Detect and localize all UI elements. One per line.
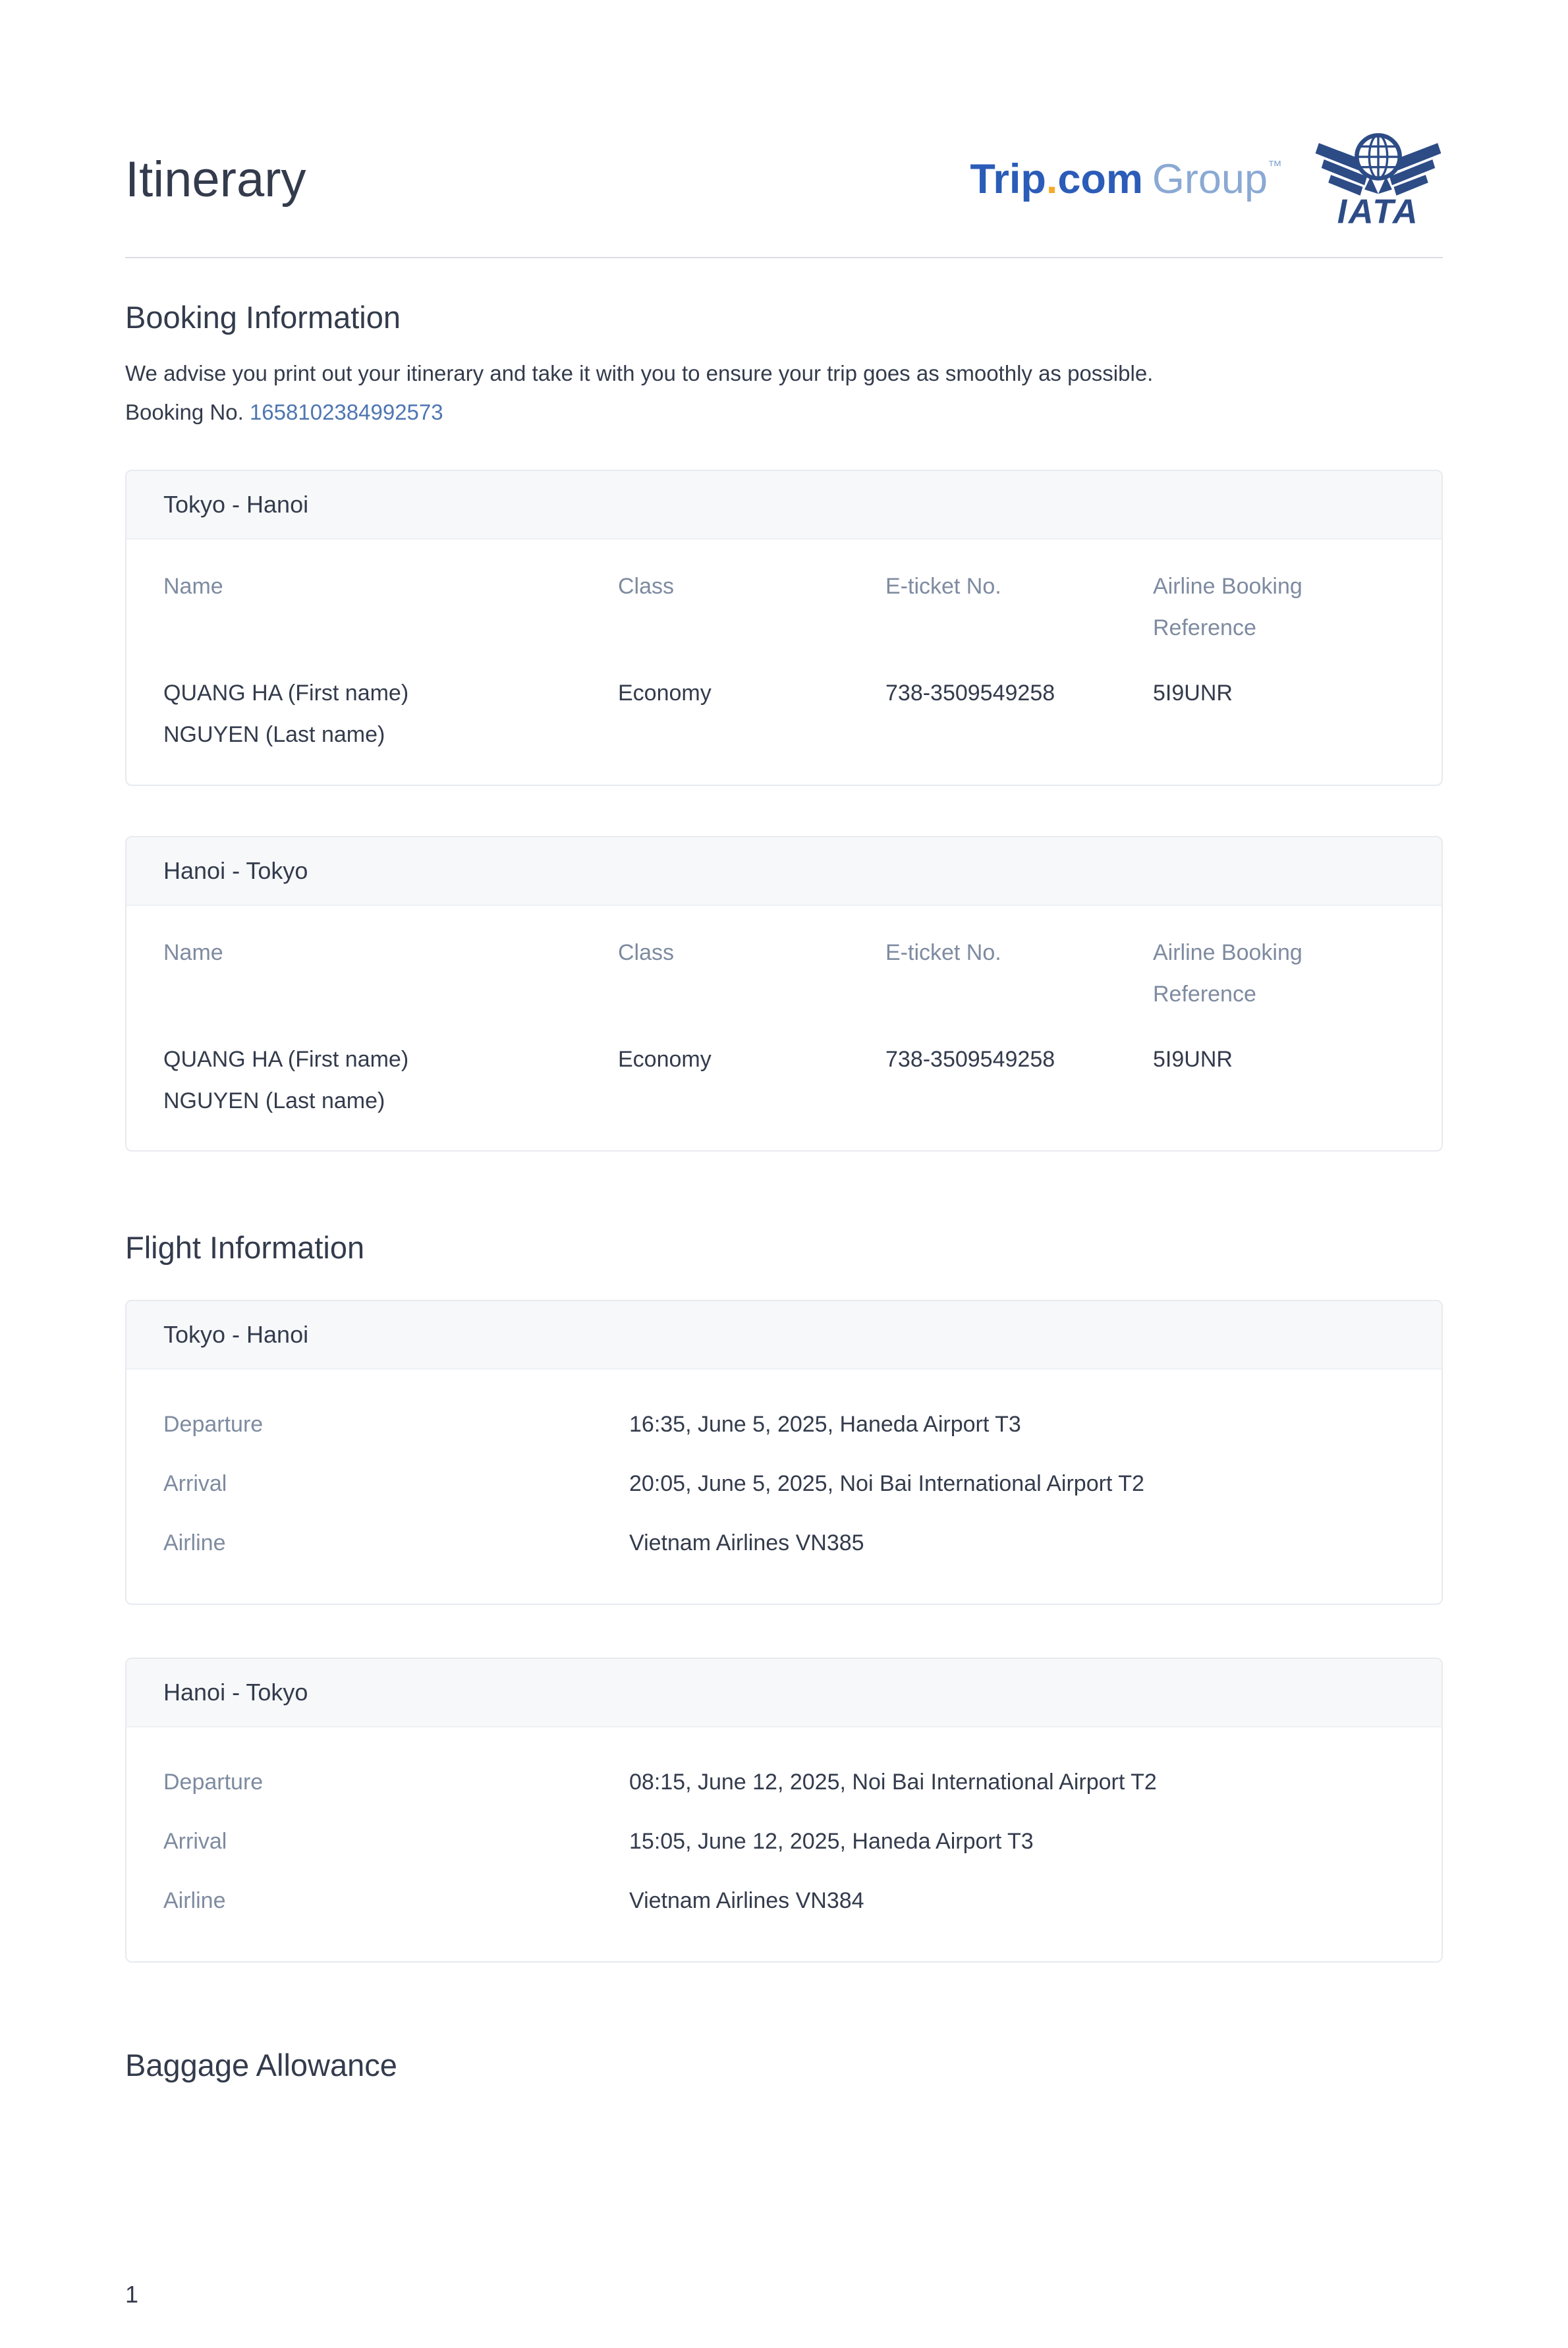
airline-row bbox=[163, 1880, 1405, 1922]
trip-com-group-logo bbox=[970, 155, 1282, 203]
airline-label: Airline bbox=[163, 1530, 226, 1556]
passenger-table-header bbox=[163, 932, 1405, 1015]
iata-logo-text: IATA bbox=[1337, 192, 1420, 231]
booking-card-tokyo-hanoi bbox=[125, 470, 1443, 786]
document-header bbox=[125, 129, 1443, 229]
airline-value: Vietnam Airlines VN385 bbox=[629, 1530, 864, 1556]
trip-logo-group-word: Group bbox=[1152, 156, 1268, 202]
arrival-label: Arrival bbox=[163, 1828, 227, 1854]
passenger-first-name: QUANG HA (First name) bbox=[163, 681, 409, 706]
column-header-class: Class bbox=[618, 574, 675, 600]
flight-card-hanoi-tokyo bbox=[125, 1658, 1443, 1963]
column-header-reference: Airline Booking Reference bbox=[1153, 574, 1302, 641]
departure-row bbox=[163, 1404, 1405, 1445]
column-header-name: Name bbox=[163, 574, 223, 600]
page-title: Itinerary bbox=[125, 151, 306, 208]
column-header-name: Name bbox=[163, 939, 223, 965]
header-divider bbox=[125, 257, 1443, 258]
departure-label: Departure bbox=[163, 1412, 264, 1438]
baggage-allowance-section bbox=[125, 2047, 1443, 2083]
route-title: Tokyo - Hanoi bbox=[126, 471, 1442, 540]
booking-information-section bbox=[125, 299, 1443, 1152]
baggage-allowance-heading: Baggage Allowance bbox=[125, 2047, 397, 2082]
booking-card-hanoi-tokyo bbox=[125, 836, 1443, 1152]
arrival-row bbox=[163, 1821, 1405, 1862]
passenger-class-cell: Economy bbox=[618, 1046, 712, 1072]
route-title: Hanoi - Tokyo bbox=[126, 837, 1442, 906]
flight-card-body bbox=[126, 1370, 1442, 1604]
departure-label: Departure bbox=[163, 1770, 264, 1795]
trademark-symbol: ™ bbox=[1268, 157, 1282, 174]
passenger-class-cell: Economy bbox=[618, 681, 712, 706]
passenger-last-name: NGUYEN (Last name) bbox=[163, 721, 385, 747]
departure-value: 08:15, June 12, 2025, Noi Bai International Airport T2 bbox=[629, 1770, 1157, 1795]
iata-logo-icon bbox=[1314, 129, 1443, 229]
departure-value: 16:35, June 5, 2025, Haneda Airport T3 bbox=[629, 1412, 1021, 1438]
booking-card-body bbox=[126, 906, 1442, 1151]
flight-information-heading: Flight Information bbox=[125, 1230, 365, 1266]
column-header-eticket: E-ticket No. bbox=[885, 574, 1001, 600]
trip-logo-dot: . bbox=[1046, 156, 1058, 202]
airline-value: Vietnam Airlines VN384 bbox=[629, 1887, 864, 1913]
flight-card-body bbox=[126, 1727, 1442, 1961]
airline-row bbox=[163, 1523, 1405, 1564]
arrival-value: 15:05, June 12, 2025, Haneda Airport T3 bbox=[629, 1828, 1034, 1854]
logo-group bbox=[970, 129, 1443, 229]
passenger-table-header bbox=[163, 566, 1405, 649]
booking-card-body bbox=[126, 540, 1442, 785]
route-title: Tokyo - Hanoi bbox=[126, 1301, 1442, 1370]
column-header-class: Class bbox=[618, 939, 675, 965]
column-header-reference: Airline Booking Reference bbox=[1153, 939, 1302, 1007]
booking-information-heading: Booking Information bbox=[125, 300, 401, 335]
passenger-name-cell bbox=[163, 1039, 618, 1122]
trip-logo-word2: com bbox=[1057, 156, 1143, 202]
eticket-number-cell: 738-3509549258 bbox=[885, 681, 1055, 706]
trip-logo-word: Trip bbox=[970, 156, 1046, 202]
flight-information-section bbox=[125, 1229, 1443, 1962]
booking-reference-cell: 5I9UNR bbox=[1153, 1046, 1233, 1072]
column-header-eticket: E-ticket No. bbox=[885, 939, 1001, 965]
booking-reference-cell: 5I9UNR bbox=[1153, 681, 1233, 706]
eticket-number-cell: 738-3509549258 bbox=[885, 1046, 1055, 1072]
arrival-row bbox=[163, 1463, 1405, 1505]
page-number: 1 bbox=[125, 2281, 139, 2308]
flight-card-tokyo-hanoi bbox=[125, 1300, 1443, 1605]
passenger-name-cell bbox=[163, 673, 618, 756]
print-advice-text: We advise you print out your itinerary and take it with you to ensure your trip goes as smoothly as possible. bbox=[125, 361, 1154, 385]
booking-number-label: Booking No. bbox=[125, 400, 244, 425]
arrival-value: 20:05, June 5, 2025, Noi Bai International Airport T2 bbox=[629, 1471, 1144, 1497]
passenger-row bbox=[163, 673, 1405, 756]
airline-label: Airline bbox=[163, 1887, 226, 1913]
arrival-label: Arrival bbox=[163, 1471, 227, 1497]
booking-number-link[interactable]: 1658102384992573 bbox=[249, 400, 443, 425]
booking-number-line bbox=[125, 395, 1443, 429]
route-title: Hanoi - Tokyo bbox=[126, 1659, 1442, 1727]
passenger-first-name: QUANG HA (First name) bbox=[163, 1046, 409, 1072]
passenger-last-name: NGUYEN (Last name) bbox=[163, 1088, 385, 1113]
itinerary-document bbox=[0, 129, 1568, 2348]
departure-row bbox=[163, 1762, 1405, 1803]
passenger-row bbox=[163, 1039, 1405, 1122]
